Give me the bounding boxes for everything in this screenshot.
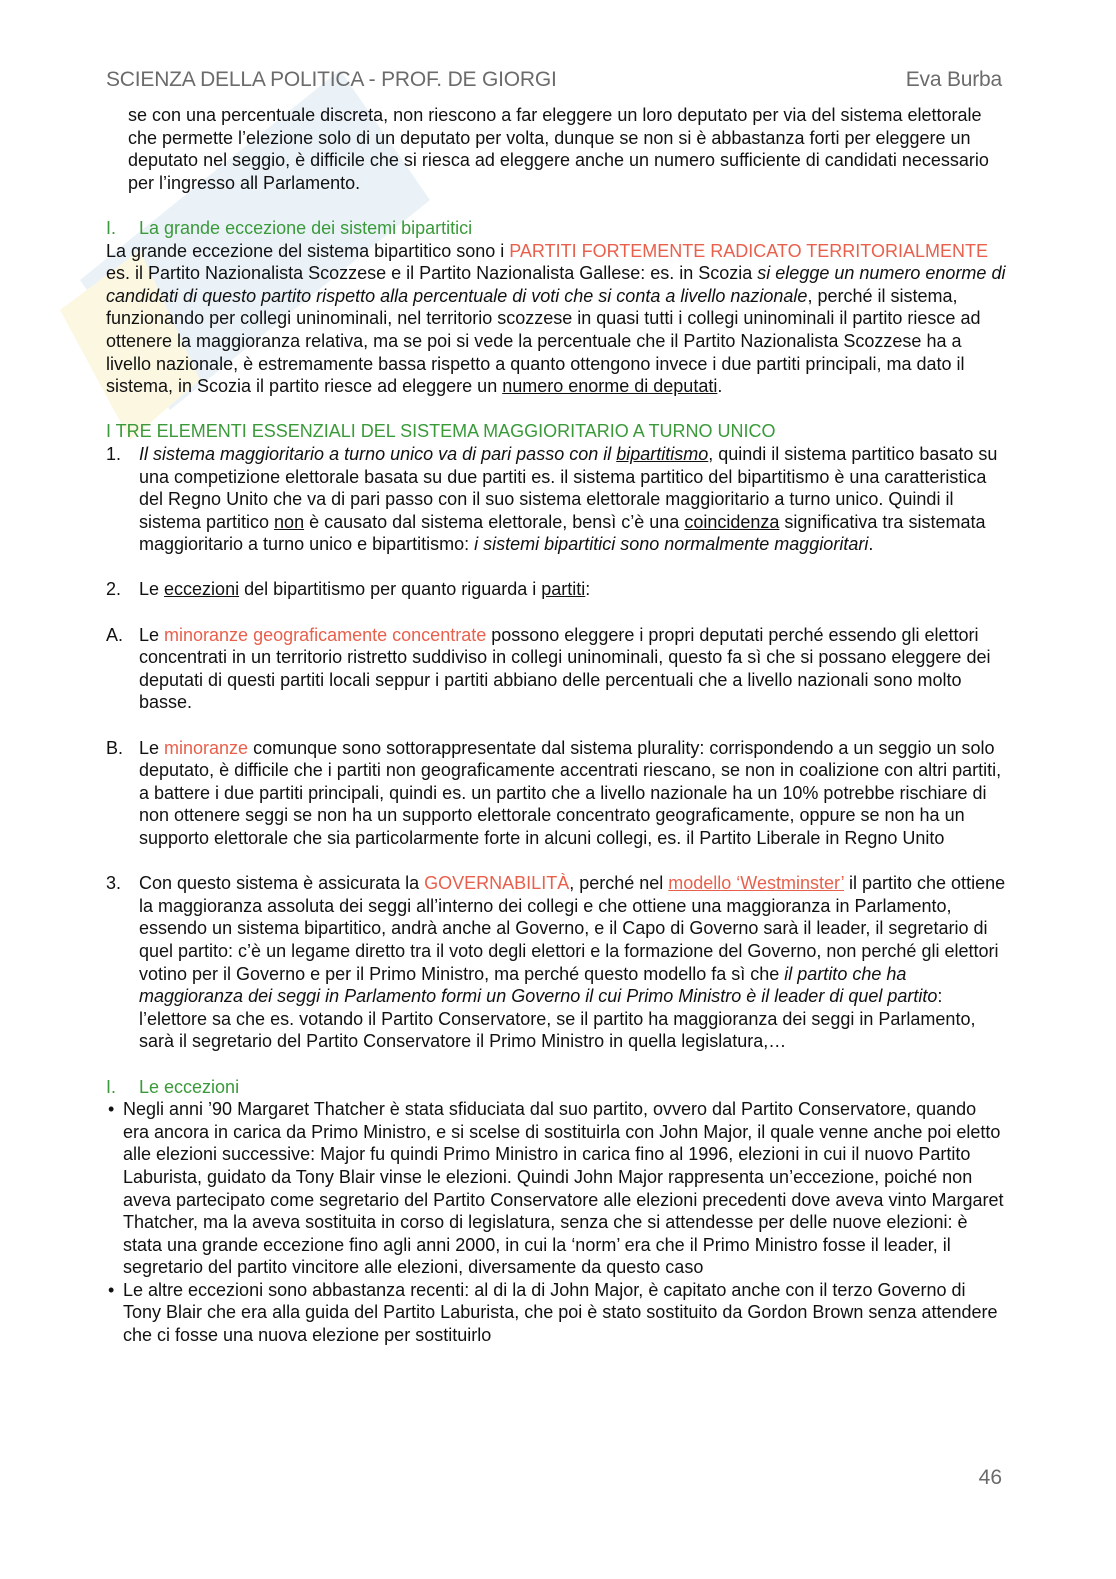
- page-number: 46: [978, 1466, 1002, 1489]
- highlight-partiti: PARTITI FORTEMENTE RADICATO TERRITORIALMENTE: [509, 240, 988, 261]
- list-item-1: 1. Il sistema maggioritario a turno unico va di pari passo con il bipartitismo, quindi il sistema partitico basato su una competizione elettorale basata su due partiti es. il sistema partitico del bipartitismo è una caratteristica del Regno Unito che va di pari passo con il suo sistema elettorale maggioritario a turno unico. Quindi il sistema partitico non è causato dal sistema elettorale, bensì c’è una coincidenza significativa tra sistemata maggioritario a turno unico e bipartitismo: i sistemi bipartitici sono normalmente maggioritari.: [106, 443, 998, 555]
- list-item-b: B. Le minoranze comunque sono sottorappresentate dal sistema plurality: corrispondendo a un seggio un solo deputato, è difficile che i partiti non geograficamente accentrati riescano, se non in coalizione con altri partiti, a battere i due partiti principali, quindi es. un partito che a livello nazionale ha un 10% potrebbe rischiare di non ottenere seggi se non ha un supporto elettorale concentrato geograficamente, oppure se non ha un supporto elettorale che sia particolarmente forte in alcuni collegi, es. il Partito Liberale in Regno Unito: [106, 737, 1002, 848]
- section-number: I.: [106, 217, 117, 238]
- bullet-item-thatcher: • Negli anni ’90 Margaret Thatcher è stata sfiduciata dal suo partito, ovvero dal Partito Conservatore, quando era ancora in carica da Primo Ministro, e si scelse di sostituirla con John Major, il quale venne anche poi eletto alle elezioni successive: Major fu quindi Primo Ministro in carica fino al 1996, elezioni in cui il nuovo Partito Laburista, guidato da Tony Blair vinse le elezioni. Quindi John Major rappresenta un’eccezione, poiché non aveva partecipato come segretario del Partito Conservatore alle elezioni precedenti dove aveva vinto Margaret Thatcher, ma la aveva sostituita in corso di legislatura, senza che si attendesse per delle nuove elezioni: è stata una grande eccezione fino agli anni 2000, in cui la ‘norm’ era che il Primo Ministro fosse il leader, il segretario del partito vincitore alle elezioni, diversamente da questo caso: [108, 1099, 1004, 1278]
- list-item-a: A. Le minoranze geograficamente concentrate possono eleggere i propri deputati perché essendo gli elettori concentrati in un territorio ristretto suddiviso in collegi uninominali, questo fa sì che si possano eleggere dei deputati di questi partiti locali seppur i partiti abbiano delle percentuali che a livello nazionali sono molto basse.: [106, 624, 991, 713]
- section-title: La grande eccezione dei sistemi bipartitici: [139, 217, 473, 238]
- bullet-item-blair: • Le altre eccezioni sono abbastanza recenti: al di la di John Major, è capitato anche con il terzo Governo di Tony Blair che era alla guida del Partito Laburista, che poi è stato sostituito da Gordon Brown senza attendere che ci fosse una nuova elezione per sostituirlo: [108, 1279, 998, 1346]
- section-number: I.: [106, 1076, 117, 1097]
- item-number: 2.: [106, 579, 122, 600]
- header-title: SCIENZA DELLA POLITICA - PROF. DE GIORGI: [106, 68, 557, 91]
- list-item-2: 2. Le eccezioni del bipartitismo per quanto riguarda i partiti:: [106, 579, 591, 600]
- item-letter: A.: [106, 624, 124, 645]
- section-heading-bipartitici: [106, 217, 1006, 240]
- bullet-icon: •: [108, 1279, 115, 1300]
- intro-paragraph: se con una percentuale discreta, non riescono a far eleggere un loro deputato per via del sistema elettorale che permette l’elezione solo di un deputato per volta, dunque se non si è abbastanza forti per eleggere un deputato nel seggio, è difficile che si riesca ad eleggere anche un numero sufficiente di candidati necessario per l’ingresso all Parlamento.: [128, 105, 989, 193]
- section-heading-eccezioni: [106, 1076, 1006, 1099]
- section-heading-tre-elementi: I TRE ELEMENTI ESSENZIALI DEL SISTEMA MAGGIORITARIO A TURNO UNICO: [106, 421, 776, 442]
- list-item-3: 3. Con questo sistema è assicurata la GOVERNABILITÀ, perché nel modello ‘Westminster’ il partito che ottiene la maggioranza assoluta dei seggi all’interno dei collegi e che ottiene una maggioranza in Parlamento, essendo un sistema bipartitico, andrà anche al Governo, e il Capo di Governo sarà il leader, il segretario di quel partito: c’è un legame diretto tra il voto degli elettori e la formazione del Governo, non perché gli elettori votino per il Governo e per il Primo Ministro, ma perché questo modello fa sì che il partito che ha maggioranza dei seggi in Parlamento formi un Governo il cui Primo Ministro è il leader di quel partito: l’elettore sa che es. votando il Partito Conservatore, se il partito ha maggioranza dei seggi in Parlamento, sarà il segretario del Partito Conservatore il Primo Ministro in quella legislatura,…: [106, 873, 1006, 1052]
- item-number: 3.: [106, 873, 122, 894]
- paragraph-bipartitici: La grande eccezione del sistema bipartitico sono i PARTITI FORTEMENTE RADICATO TERRITORIALMENTE es. il Partito Nazionalista Scozzese e il Partito Nazionalista Gallese: es. in Scozia si elegge un numero enorme di candidati di questo partito rispetto alla percentuale di voti che si conta a livello nazionale, perché il sistema, funzionando per collegi uninominali, nel territorio scozzese in quasi tutti i collegi uninominali il partito riesce ad ottenere la maggioranza relativa, ma se poi si vede la percentuale che il Partito Nazionalista Scozzese ha a livello nazionale, è estremamente bassa rispetto a quanto ottengono invece i due partiti principali, ma dato il sistema, in Scozia il partito riesce ad eleggere un numero enorme di deputati.: [106, 240, 1006, 397]
- bullet-icon: •: [108, 1099, 115, 1120]
- item-letter: B.: [106, 737, 124, 758]
- header-author: Eva Burba: [905, 68, 1002, 91]
- page-content: [106, 104, 1006, 1347]
- item-number: 1.: [106, 443, 122, 464]
- westminster-link: modello ‘Westminster’: [668, 873, 844, 894]
- section-title: Le eccezioni: [139, 1076, 240, 1097]
